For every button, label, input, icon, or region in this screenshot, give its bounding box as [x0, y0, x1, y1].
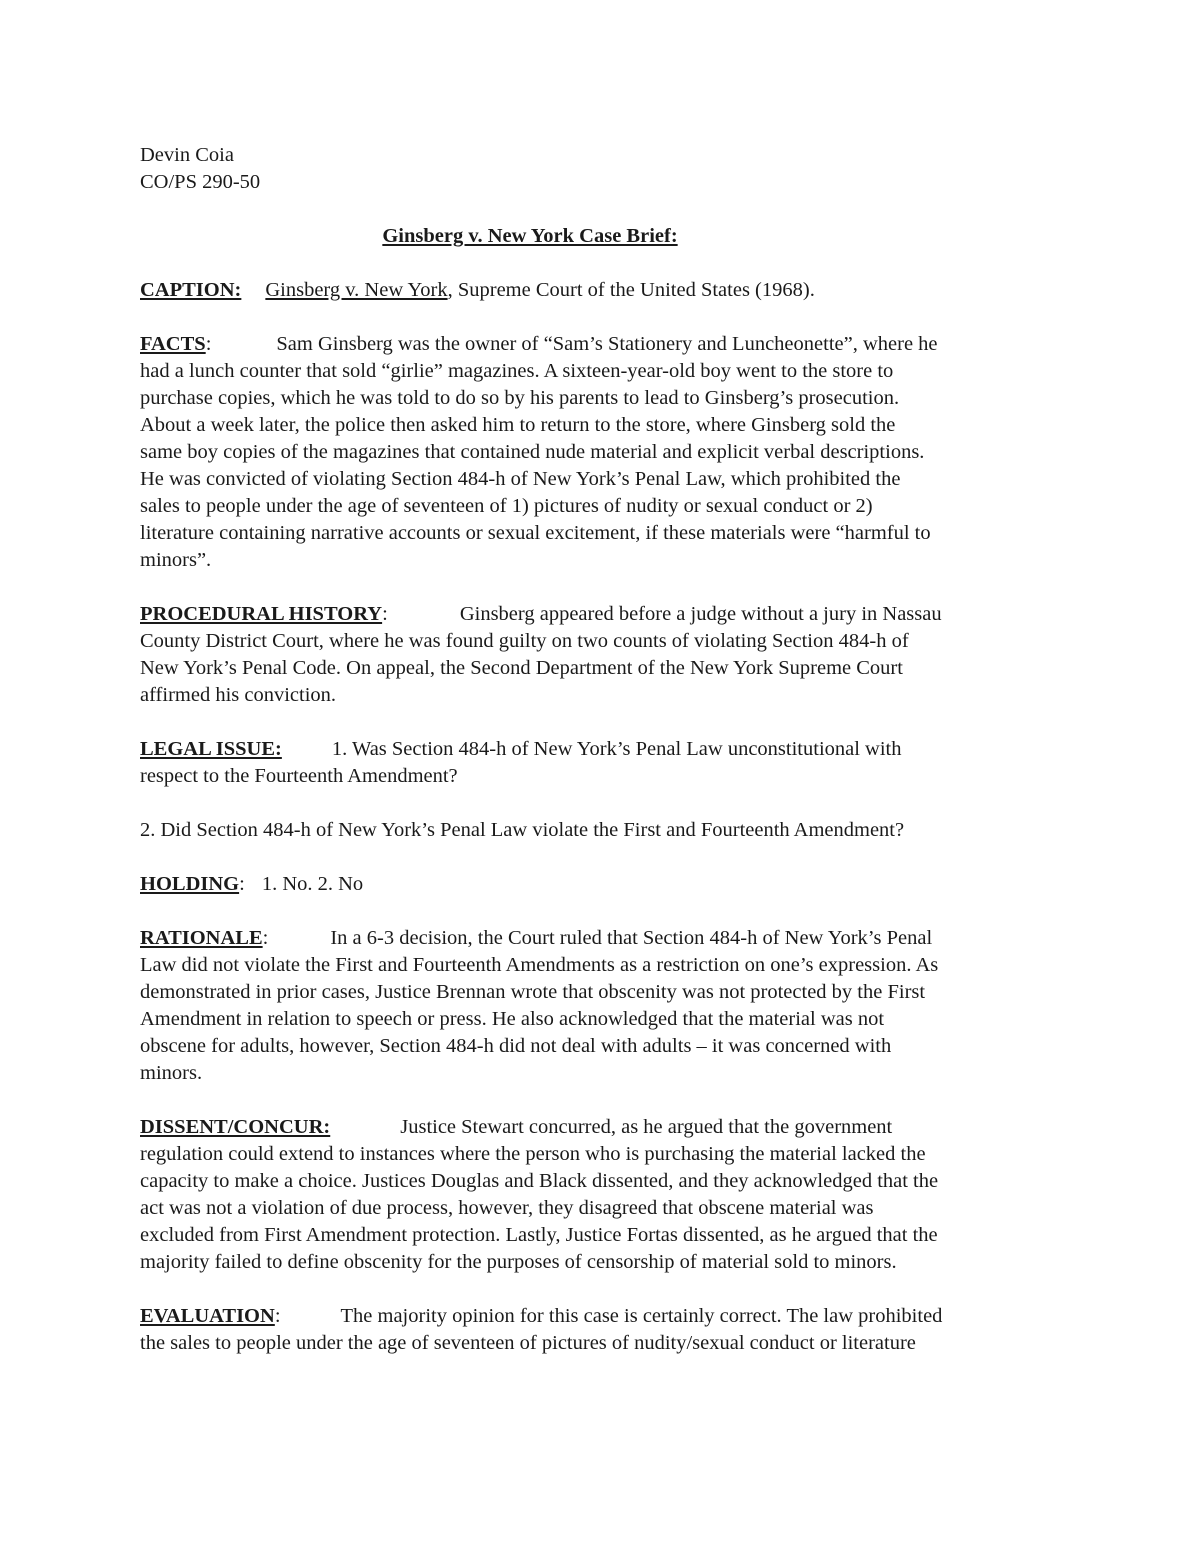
legal-issue-section: [140, 736, 1060, 844]
procedural-history-line: affirmed his conviction.: [140, 684, 337, 706]
evaluation-line: the sales to people under the age of seventeen of pictures of nudity/sexual conduct or literature: [140, 1332, 916, 1354]
rationale-line: In a 6-3 decision, the Court ruled that Section 484-h of New York’s Penal: [330, 927, 933, 949]
holding-label: HOLDING: [140, 873, 240, 895]
rationale-line: obscene for adults, however, Section 484-h did not deal with adults – it was concerned with: [140, 1035, 892, 1057]
legal-issue-second: 2. Did Section 484-h of New York’s Penal Law violate the First and Fourteenth Amendment?: [140, 819, 905, 841]
facts-line: had a lunch counter that sold “girlie” magazines. A sixteen-year-old boy went to the store to: [140, 360, 894, 382]
facts-line: purchase copies, which he was told to do so by his parents to lead to Ginsberg’s prosecution.: [140, 387, 900, 409]
facts-label: FACTS: [140, 333, 206, 355]
caption-label: CAPTION:: [140, 279, 242, 301]
facts-line: sales to people under the age of seventeen of 1) pictures of nudity or sexual conduct or 2): [140, 495, 873, 517]
rationale-line: minors.: [140, 1062, 203, 1084]
facts-line: He was convicted of violating Section 484-h of New York’s Penal Law, which prohibited the: [140, 468, 901, 490]
procedural-history-label: PROCEDURAL HISTORY: [140, 603, 383, 625]
document-title: Ginsberg v. New York Case Brief:: [382, 225, 678, 247]
rationale-line: Law did not violate the First and Fourteenth Amendments as a restriction on one’s expression. As: [140, 954, 939, 976]
facts-line: Sam Ginsberg was the owner of “Sam’s Stationery and Luncheonette”, where he: [276, 333, 938, 355]
dissent-concur-label: DISSENT/CONCUR:: [140, 1116, 331, 1138]
legal-issue-label: LEGAL ISSUE:: [140, 738, 282, 760]
holding-section: HOLDING: 1. No. 2. No: [140, 873, 364, 895]
rationale-label: RATIONALE: [140, 927, 263, 949]
procedural-history-section: PROCEDURAL HISTORY: Ginsberg appeared before a judge without a jury in Nassau County District Court, where he was found guilty on two counts of violating Section 484-h of New York’s Penal Code. On appeal, the Second Department of the New York Supreme Court affirmed his conviction.: [140, 601, 1060, 709]
facts-line: About a week later, the police then asked him to return to the store, where Ginsberg sold the: [140, 414, 896, 436]
caption-rest: , Supreme Court of the United States (1968).: [447, 279, 815, 301]
facts-section: FACTS: Sam Ginsberg was the owner of “Sam’s Stationery and Luncheonette”, where he had a lunch counter that sold “girlie” magazines. A sixteen-year-old boy went to the store to purchase copies, which he was told to do so by his parents to lead to Ginsberg’s prosecution. About a week later, the police then asked him to return to the store, where Ginsberg sold the same boy copies of the magazines that contained nude material and explicit verbal descriptions. He was convicted of violating Section 484-h of New York’s Penal Law, which prohibited the sales to people under the age of seventeen of 1) pictures of nudity or sexual conduct or 2) literature containing narrative accounts or sexual excitement, if these materials were “harmful to minors”.: [140, 331, 1060, 574]
caption-case-name: Ginsberg v. New York: [265, 279, 448, 301]
document-page: [140, 142, 1060, 1357]
procedural-history-line: County District Court, where he was found guilty on two counts of violating Section 484-h of: [140, 630, 909, 652]
dissent-concur-line: majority failed to define obscenity for the purposes of censorship of material sold to minors.: [140, 1251, 897, 1273]
holding-text: 1. No. 2. No: [261, 873, 364, 895]
procedural-history-line: New York’s Penal Code. On appeal, the Second Department of the New York Supreme Court: [140, 657, 903, 679]
dissent-concur-line: excluded from First Amendment protection. Lastly, Justice Fortas dissented, as he argued that the: [140, 1224, 938, 1246]
caption-section: [140, 277, 1060, 304]
course-code: CO/PS 290-50: [140, 171, 261, 193]
facts-line: minors”.: [140, 549, 212, 571]
author-name: Devin Coia: [140, 144, 234, 166]
dissent-concur-line: act was not a violation of due process, however, they disagreed that obscene material was: [140, 1197, 874, 1219]
rationale-line: demonstrated in prior cases, Justice Brennan wrote that obscenity was not protected by the First: [140, 981, 926, 1003]
facts-line: same boy copies of the magazines that contained nude material and explicit verbal descriptions.: [140, 441, 925, 463]
legal-issue-line: respect to the Fourteenth Amendment?: [140, 765, 458, 787]
dissent-concur-line: Justice Stewart concurred, as he argued that the government: [400, 1116, 893, 1138]
legal-issue-line: 1. Was Section 484-h of New York’s Penal Law unconstitutional with: [331, 738, 902, 760]
evaluation-section: EVALUATION: The majority opinion for this case is certainly correct. The law prohibited the sales to people under the age of seventeen of pictures of nudity/sexual conduct or literature: [140, 1303, 1060, 1357]
rationale-line: Amendment in relation to speech or press. He also acknowledged that the material was not: [140, 1008, 885, 1030]
rationale-section: RATIONALE: In a 6-3 decision, the Court ruled that Section 484-h of New York’s Penal Law did not violate the First and Fourteenth Amendments as a restriction on one’s expression. As demonstrated in prior cases, Justice Brennan wrote that obscenity was not protected by the First Amendment in relation to speech or press. He also acknowledged that the material was not obscene for adults, however, Section 484-h did not deal with adults – it was concerned with minors.: [140, 925, 1060, 1087]
dissent-concur-line: regulation could extend to instances where the person who is purchasing the material lacked the: [140, 1143, 926, 1165]
dissent-concur-line: capacity to make a choice. Justices Douglas and Black dissented, and they acknowledged that the: [140, 1170, 939, 1192]
dissent-concur-section: [140, 1114, 1060, 1276]
procedural-history-line: Ginsberg appeared before a judge without a jury in Nassau: [459, 603, 942, 625]
evaluation-label: EVALUATION: [140, 1305, 275, 1327]
facts-line: literature containing narrative accounts or sexual excitement, if these materials were “harmful to: [140, 522, 931, 544]
evaluation-line: The majority opinion for this case is certainly correct. The law prohibited: [340, 1305, 943, 1327]
